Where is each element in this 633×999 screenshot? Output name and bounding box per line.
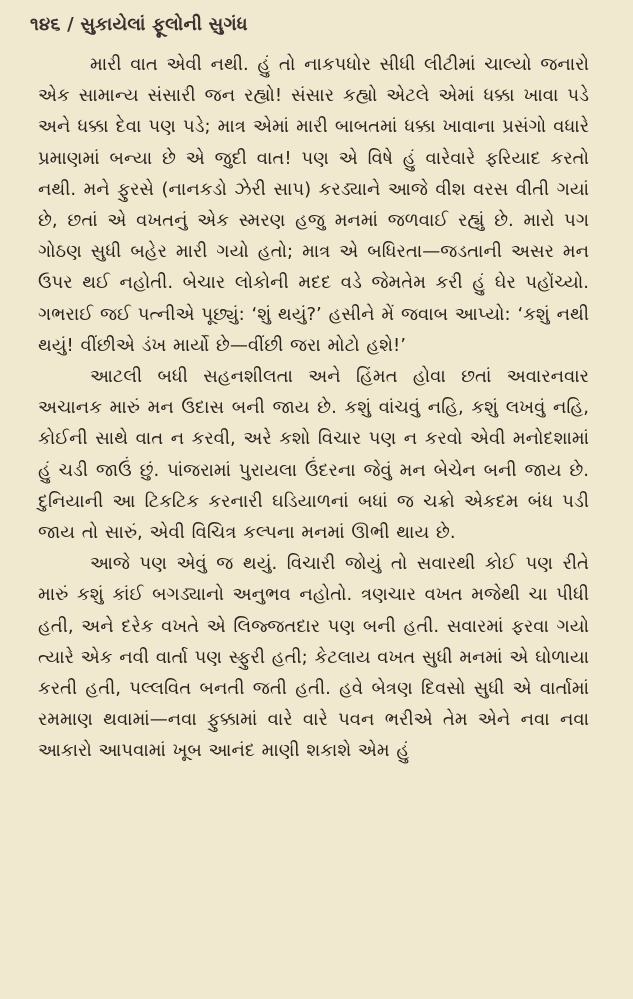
running-head: ૧૪૬ / સુકાયેલાં ફૂલોની સુગંધ: [30, 14, 248, 35]
paragraph-1: મારી વાત એવી નથી. હું તો નાકપધોર સીધી લીટીમાં ચાલ્યો જનારો એક સામાન્ય સંસારી જન રહ્યો! સંસાર કહ્યો એટલે એમાં ધક્કા ખાવા પડે અને ધક્કા દેવા પણ પડે; માત્ર એમાં મારી બાબતમાં ધક્કા ખાવાના પ્રસંગો વધારે પ્રમાણમાં બન્યા છે એ જુદી વાત! પણ એ વિષે હું વારેવારે ફરિયાદ કરતો નથી. મને ફુરસે (નાનકડો ઝેરી સાપ) કરડ્યાને આજે વીશ વરસ વીતી ગયાં છે, છતાં એ વખતનું એક સ્મરણ હજુ મનમાં જળવાઈ રહ્યું છે. મારો પગ ગોઠણ સુધી બહેર મારી ગયો હતો; માત્ર એ બધિરતા—જડતાની અસર મન ઉપર થઈ નહોતી. બેચાર લોકોની મદદ વડે જેમતેમ કરી હું ઘેર પહોંચ્યો. ગભરાઈ જઈ પત્નીએ પૂછ્યું: ‘શું થયું?’ હસીને મેં જવાબ આપ્યો: ‘કશું નથી થયું! વીંછીએ ડંખ માર્યો છે—વીંછી જરા મોટો હશે!’: [38, 54, 589, 356]
paragraph-2: આટલી બધી સહનશીલતા અને હિંમત હોવા છતાં અવારનવાર અચાનક મારું મન ઉદાસ બની જાય છે. કશું વાંચવું નહિ, કશું લખવું નહિ, કોઈની સાથે વાત ન કરવી, અરે કશો વિચાર પણ ન કરવો એવી મનોદશામાં હું ચડી જાઉં છું. પાંજરામાં પુરાયલા ઉંદરના જેવું મન બેચેન બની જાય છે. દુનિયાની આ ટિકટિક કરનારી ઘડિયાળનાં બધાં જ ચક્રો એકદમ બંધ પડી જાય તો સારું, એવી વિચિત્ર કલ્પના મનમાં ઊભી થાય છે.: [38, 366, 589, 544]
paragraph-3: આજે પણ એવું જ થયું. વિચારી જોયું તો સવારથી કોઈ પણ રીતે મારું કશું કાંઈ બગડ્યાનો અનુભવ નહોતો. ત્રણચાર વખત મજેથી ચા પીધી હતી, અને દરેક વખતે એ લિજ્જતદાર પણ બની હતી. સવારમાં ફરવા ગયો ત્યારે એક નવી વાર્તા પણ સ્ફુરી હતી; કેટલાય વખત સુધી મનમાં એ ઘોળાયા કરતી હતી, પલ્લવિત બનતી જતી હતી. હવે બેત્રણ દિવસો સુધી એ વાર્તામાં રમમાણ થવામાં—નવા ફુક્કામાં વારે વારે પવન ભરીએ તેમ એને નવા નવા આકારો આપવામાં ખૂબ આનંદ માણી શકાશે એમ હું: [38, 553, 589, 762]
